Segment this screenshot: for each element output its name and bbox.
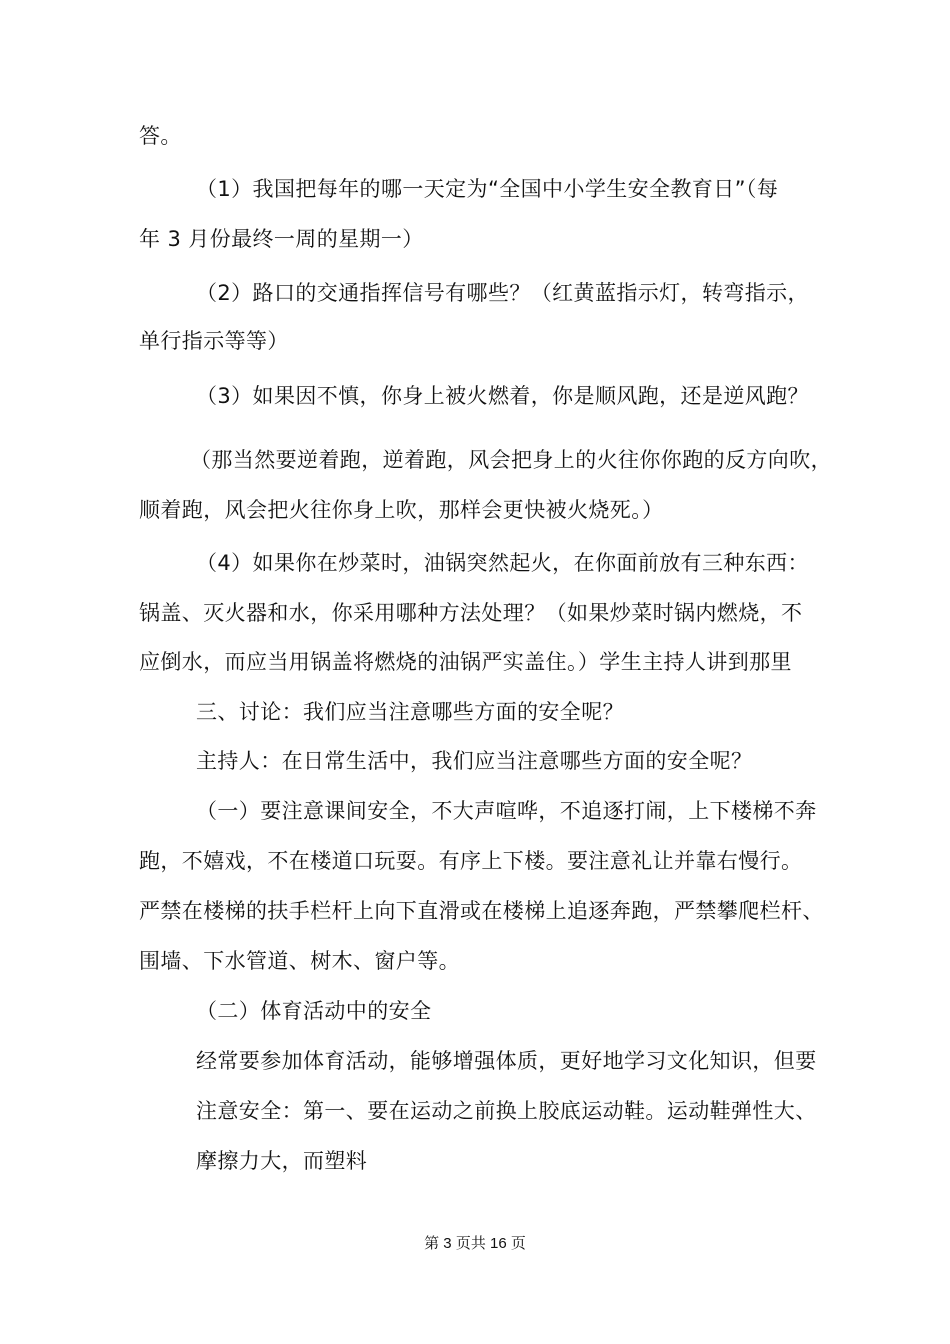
text-line: 跑，不嬉戏，不在楼道口玩耍。有序上下楼。要注意礼让并靠右慢行。 xyxy=(139,849,803,873)
text-line: （4）如果你在炒菜时，油锅突然起火，在你面前放有三种东西： xyxy=(196,551,809,575)
text-line: 答。 xyxy=(139,124,182,148)
text-line: （1）我国把每年的哪一天定为“全国中小学生安全教育日”（每 xyxy=(196,177,779,201)
text-line: 主持人：在日常生活中，我们应当注意哪些方面的安全呢？ xyxy=(196,749,753,773)
text-line: 年 3 月份最终一周的星期一） xyxy=(139,227,424,251)
text-line: （那当然要逆着跑，逆着跑，风会把身上的火往你你跑的反方向吹， xyxy=(190,448,832,472)
page-number-footer: 第 3 页共 16 页 xyxy=(424,1235,526,1252)
text-line: （2）路口的交通指挥信号有哪些？（红黄蓝指示灯，转弯指示， xyxy=(196,281,809,305)
text-line: 围墙、下水管道、树木、窗户等。 xyxy=(139,949,460,973)
text-line: 应倒水，而应当用锅盖将燃烧的油锅严实盖住。）学生主持人讲到那里 xyxy=(139,650,792,674)
text-line: 摩擦力大，而塑料 xyxy=(196,1149,368,1173)
section-heading: 三、讨论：我们应当注意哪些方面的安全呢？ xyxy=(196,700,624,724)
text-line: （一）要注意课间安全，不大声喧哗，不追逐打闹，上下楼梯不奔 xyxy=(196,799,817,823)
text-line: 锅盖、灭火器和水，你采用哪种方法处理？（如果炒菜时锅内燃烧，不 xyxy=(139,601,803,625)
text-line: 单行指示等等） xyxy=(139,329,289,353)
text-line: 顺着跑，风会把火往你身上吹，那样会更快被火烧死。） xyxy=(139,498,664,522)
text-line: 经常要参加体育活动，能够增强体质，更好地学习文化知识，但要 xyxy=(196,1049,817,1073)
text-line: （3）如果因不慎，你身上被火燃着，你是顺风跑，还是逆风跑？ xyxy=(196,384,809,408)
text-line: 严禁在楼梯的扶手栏杆上向下直滑或在楼梯上追逐奔跑，严禁攀爬栏杆、 xyxy=(139,899,824,923)
subsection-heading: （二）体育活动中的安全 xyxy=(196,999,432,1023)
text-line: 注意安全：第一、要在运动之前换上胶底运动鞋。运动鞋弹性大、 xyxy=(196,1099,817,1123)
